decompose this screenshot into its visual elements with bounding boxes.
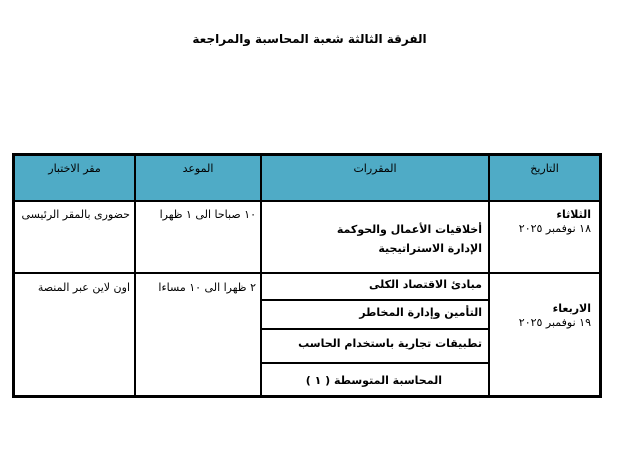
row-2-date-cell [490,274,599,395]
row-2-course-3: تطبيقات تجارية باستخدام الحاسب [262,330,488,362]
row-2-course-4: المحاسبة المتوسطة ( ١ ) [262,364,488,395]
header-time: الموعد [136,156,260,200]
row-2-date: ١٩ نوفمبر ٢٠٢٥ [518,316,591,329]
row-1-date: ١٨ نوفمبر ٢٠٢٥ [518,222,591,235]
header-courses: المقررات [262,156,488,200]
row-1-course-2: الإدارة الاستراتيجية [262,240,488,257]
row-1-date-cell [490,202,599,272]
row-1-time: ١٠ صباحا الى ١ ظهرا [136,202,260,272]
page-title: الفرقة الثالثة شعبة المحاسبة والمراجعة [192,32,427,46]
header-location: مقر الاختبار [15,156,134,200]
header-date: التاريخ [490,156,599,200]
row-2-course-2: التأمين وإدارة المخاطر [262,301,488,328]
row-2-day: الاربعاء [552,302,591,315]
exam-schedule-table [12,153,602,398]
row-1-day: الثلاثاء [556,208,591,221]
row-1-course-1: أخلاقيات الأعمال والحوكمة [262,221,488,238]
row-2-time: ٢ ظهرا الى ١٠ مساءا [136,274,260,395]
row-1-location: حضورى بالمقر الرئيسى [15,202,134,272]
row-2-course-1: مبادئ الاقتصاد الكلى [262,274,488,299]
row-2-location: اون لاين عبر المنصة [15,274,134,395]
